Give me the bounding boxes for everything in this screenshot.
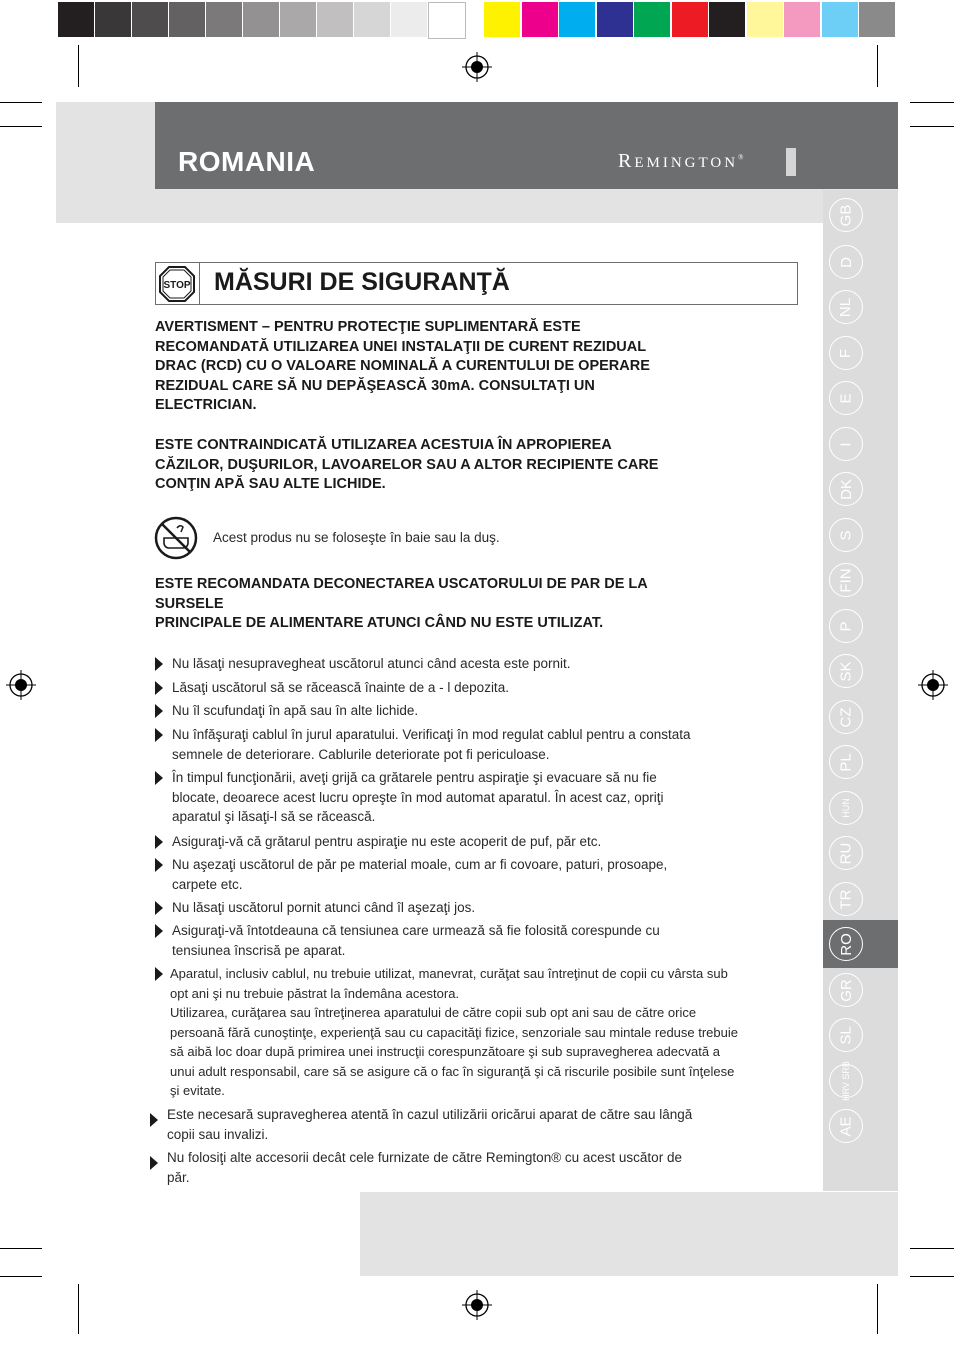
list-item-text: Asiguraţi-vă că grătarul pentru aspiraţie nu este acoperit de puf, păr etc. <box>172 834 602 849</box>
language-tab-label: DK <box>837 478 855 500</box>
gray-swatch <box>391 2 427 37</box>
list-item-text: Nu lăsaţi uscătorul pornit atunci când îl aşezaţi jos. <box>172 900 476 915</box>
bullet-triangle-icon <box>150 1113 158 1127</box>
language-tab-label: CZ <box>837 707 855 727</box>
list-item <box>150 1105 800 1144</box>
gray-swatch <box>317 2 353 37</box>
language-tab-label: FIN <box>837 567 855 593</box>
bullet-triangle-icon <box>155 924 163 938</box>
brand-logo: REMINGTON® <box>618 150 747 172</box>
list-item <box>150 1148 800 1187</box>
gray-swatch <box>95 2 131 37</box>
language-tab-label: SL <box>837 1025 855 1045</box>
process-color-swatch <box>709 2 745 37</box>
list-item-text: Nu înfăşuraţi cablul în jurul aparatului. Verificaţi în mod regulat cablul pentru a constata semnele de deteriorare. Cablurile deteriorate pot fi periculoase. <box>172 727 691 762</box>
country-title: ROMANIA <box>178 146 316 177</box>
list-item <box>155 725 805 764</box>
bath-note: Acest produs nu se foloseşte în baie sau la duş. <box>213 530 500 545</box>
language-tab-f[interactable] <box>829 336 863 370</box>
svg-text:STOP: STOP <box>163 280 191 291</box>
bullet-triangle-icon <box>155 835 163 849</box>
language-tab-label: HUN <box>841 798 851 818</box>
list-item-text: Nu lăsaţi nesupravegheat uscătorul atunci când acesta este pornit. <box>172 656 571 671</box>
gray-swatch <box>354 2 390 37</box>
registration-mark-icon <box>6 670 36 700</box>
crop-mark <box>0 1248 42 1249</box>
language-tab-ro[interactable] <box>829 927 863 961</box>
language-tab-label: NL <box>837 297 855 317</box>
list-item-text: În timpul funcţionării, aveţi grijă ca grătarele pentru aspiraţie şi evacuare să nu fie blocate, deoarece acest lucru opreşte în mod automat aparatul. În acest caz, opriţi aparatul şi lăsaţi-l să se răcească. <box>172 770 664 824</box>
language-tab-pl[interactable] <box>829 745 863 779</box>
language-tab-cz[interactable] <box>829 700 863 734</box>
crop-mark <box>877 45 878 87</box>
language-tab-gr[interactable] <box>829 973 863 1007</box>
list-item-text: Nu îl scufundaţi în apă sau în alte lichide. <box>172 703 419 718</box>
gray-swatch <box>132 2 168 37</box>
language-tab-label: E <box>837 392 855 404</box>
bullet-triangle-icon <box>155 681 163 695</box>
registration-mark-icon <box>918 670 948 700</box>
list-item <box>155 898 805 918</box>
gray-swatch <box>280 2 316 37</box>
list-item <box>155 921 805 960</box>
list-item <box>155 855 805 894</box>
language-tab-label: I <box>837 441 855 447</box>
language-tab-sk[interactable] <box>829 654 863 688</box>
process-color-swatch <box>859 2 895 37</box>
bullet-triangle-icon <box>155 858 163 872</box>
bullet-triangle-icon <box>155 771 163 785</box>
language-tab-label: HRV SRB <box>841 1061 852 1101</box>
gray-swatch <box>428 2 466 39</box>
stop-sign-icon <box>158 265 196 303</box>
language-tab-tr[interactable] <box>829 882 863 916</box>
brand-accent <box>786 148 796 176</box>
process-color-swatch <box>522 2 558 37</box>
language-tab-label: F <box>837 348 855 358</box>
language-tab-fin[interactable] <box>829 563 863 597</box>
water-warning: ESTE CONTRAINDICATĂ UTILIZAREA ACESTUIA ÎN APROPIEREA CĂZILOR, DUŞURILOR, LAVOARELOR SAU A ALTOR RECIPIENTE CARE CONŢIN APĂ SAU ALTE LICHIDE. <box>155 437 659 492</box>
bullet-triangle-icon <box>155 901 163 915</box>
rcd-warning: AVERTISMENT – PENTRU PROTECŢIE SUPLIMENTARĂ ESTE RECOMANDATĂ UTILIZAREA UNEI INSTALAŢII DE CURENT REZIDUAL DRAC (RCD) CU O VALOARE NOMINALĂ A CURENTULUI DE OPERARE REZIDUAL CARE SĂ NU DEPĂŞEASCĂ 30mA. CONSULTAŢI UN ELECTRICIAN. <box>155 319 650 413</box>
bullet-triangle-icon <box>155 704 163 718</box>
crop-mark <box>910 1276 954 1277</box>
language-tab-i[interactable] <box>829 427 863 461</box>
disconnect-warning: ESTE RECOMANDATA DECONECTAREA USCATORULUI DE PAR DE LA SURSELE PRINCIPALE DE ALIMENTARE ATUNCI CÂND NU ESTE UTILIZAT. <box>155 576 648 631</box>
no-bath-icon <box>154 516 198 560</box>
process-color-swatch <box>822 2 858 37</box>
list-item <box>155 964 810 1101</box>
language-tab-label: P <box>837 620 855 632</box>
bullet-triangle-icon <box>155 728 163 742</box>
language-tab-sl[interactable] <box>829 1018 863 1052</box>
gray-swatch <box>169 2 205 37</box>
gray-swatch <box>243 2 279 37</box>
crop-mark <box>0 102 42 103</box>
bottom-gray-panel <box>360 1192 898 1276</box>
crop-mark <box>0 1276 42 1277</box>
process-color-swatch <box>784 2 820 37</box>
language-tab-ru[interactable] <box>829 836 863 870</box>
language-tab-gb[interactable] <box>829 198 863 232</box>
language-tab-label: AE <box>837 1115 855 1137</box>
language-tab-nl[interactable] <box>829 290 863 324</box>
list-item <box>155 832 805 852</box>
crop-mark <box>0 126 42 127</box>
language-tab-label: D <box>837 256 855 268</box>
crop-mark <box>910 102 954 103</box>
language-tab-e[interactable] <box>829 381 863 415</box>
list-item-text: Nu aşezaţi uscătorul de păr pe material moale, cum ar fi covoare, paturi, prosoape, carpete etc. <box>172 857 668 892</box>
crop-mark <box>78 1284 79 1334</box>
language-tab-label: GB <box>837 204 855 226</box>
language-tab-label: GR <box>837 978 855 1002</box>
crop-mark <box>78 45 79 87</box>
gray-swatch <box>206 2 242 37</box>
list-item <box>155 701 805 721</box>
language-tab-ae[interactable] <box>829 1109 863 1143</box>
language-tab-p[interactable] <box>829 609 863 643</box>
list-item <box>155 678 805 698</box>
process-color-swatch <box>634 2 670 37</box>
section-title: MĂSURI DE SIGURANŢĂ <box>214 268 510 296</box>
bullet-triangle-icon <box>155 657 163 671</box>
language-tab-d[interactable] <box>829 245 863 279</box>
language-tab-label: SK <box>837 660 855 682</box>
list-item-text: Lăsaţi uscătorul să se răcească înainte de a - l depozita. <box>172 680 509 695</box>
process-color-swatch <box>672 2 708 37</box>
process-color-swatch <box>559 2 595 37</box>
gray-swatch <box>58 2 94 37</box>
process-color-swatch <box>747 2 783 37</box>
bullet-triangle-icon <box>150 1156 158 1170</box>
list-item-text: Este necesară supravegherea atentă în cazul utilizării oricărui aparat de către sau lângă copii sau invalizi. <box>167 1107 693 1142</box>
crop-mark <box>910 1248 954 1249</box>
heading-divider <box>199 262 200 305</box>
crop-mark <box>877 1284 878 1334</box>
list-item-text: Aparatul, inclusiv cablul, nu trebuie utilizat, manevrat, curăţat sau întreţinut de copii cu vârsta sub opt ani şi nu trebuie păstrat la îndemâna acestora. Utilizarea, curăţarea sau întreţinerea aparatului de către copii sub opt ani sau de către orice persoană fără cunoştinţe, experienţă sau cu capacităţi fizice, senzoriale sau mintale reduse trebuie să aibă loc doar după primirea unei instrucţii corespunzătoare şi sub supravegherea adecvată a unui adult responsabil, care să se asigure că o fac în siguranţă şi că riscurile posibile sunt înţelese şi evitate. <box>170 966 738 1098</box>
language-tab-hrv-srb[interactable] <box>829 1061 863 1101</box>
language-tab-label: RU <box>837 842 855 864</box>
language-tab-label: S <box>837 529 855 541</box>
crop-mark <box>910 126 954 127</box>
language-tab-dk[interactable] <box>829 472 863 506</box>
bullet-triangle-icon <box>155 967 163 981</box>
language-tab-label: RO <box>837 932 855 956</box>
language-tab-label: TR <box>837 889 855 909</box>
language-tab-label: PL <box>837 752 855 772</box>
list-item-text: Nu folosiţi alte accesorii decât cele furnizate de către Remington® cu acest uscător de păr. <box>167 1150 682 1185</box>
registration-mark-icon <box>462 52 492 82</box>
list-item <box>155 768 805 827</box>
language-tab-s[interactable] <box>829 518 863 552</box>
language-tab-hun[interactable] <box>829 791 863 825</box>
process-color-swatch <box>484 2 520 37</box>
registration-mark-icon <box>462 1290 492 1320</box>
process-color-swatch <box>597 2 633 37</box>
list-item <box>155 654 805 674</box>
list-item-text: Asiguraţi-vă întotdeauna că tensiunea care urmează să fie folosită corespunde cu tensiunea înscrisă pe aparat. <box>172 923 660 958</box>
